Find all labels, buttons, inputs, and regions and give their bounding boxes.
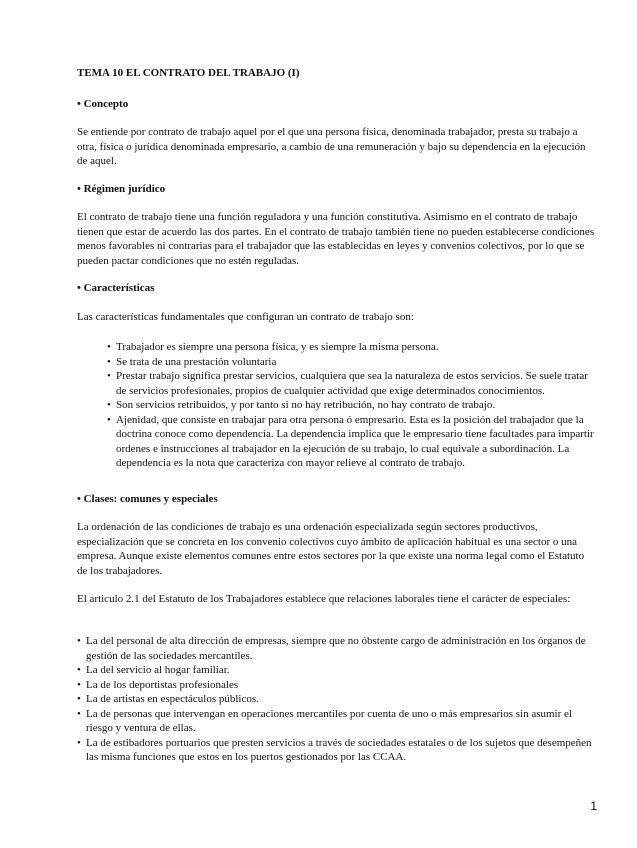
paragraph-caracteristicas-intro: Las características fundamentales que configuran un contrato de trabajo son:: [77, 311, 414, 323]
list-item: • La de los deportistas profesionales: [77, 678, 601, 693]
list-item: • La de artistas en espectáculos públicos.: [77, 692, 601, 707]
heading-regimen-juridico: • Régimen jurídico: [77, 183, 166, 195]
caracteristicas-list: [107, 340, 597, 471]
list-item: • La del servicio al hogar familiar.: [77, 663, 601, 678]
document-title: TEMA 10 EL CONTRATO DEL TRABAJO (I): [77, 67, 300, 79]
list-item: • Prestar trabajo significa prestar servicios, cualquiera que sea la naturaleza de estos servicios. Se suele tratar de servicios profesionales, propios de cualquier actividad que exige determinados conocimientos.: [107, 369, 597, 398]
heading-concepto: • Concepto: [77, 98, 129, 110]
paragraph-concepto: Se entiende por contrato de trabajo aquel por el que una persona física, denominada trabajador, presta su trabajo a otra, física o jurídica denominada empresario, a cambio de una remuneración y bajo su dependencia en la ejecución de aquel.: [77, 126, 586, 167]
paragraph-clases-2: El articulo 2.1 del Estatuto de los Trabajadores establece que relaciones laborales tiene el carácter de especiales:: [77, 593, 571, 605]
list-item: • Son servicios retribuidos, y por tanto si no hay retribución, no hay contrato de trabajo.: [107, 398, 597, 413]
paragraph-regimen-juridico: El contrato de trabajo tiene una función reguladora y una función constitutiva. Asimismo en el contrato de trabajo tienen que estar de acuerdo las dos partes. En el contrato de trabajo también tiene no pueden establecerse condiciones menos favorables ni contrarias para el trabajador que las establecidas en leyes y convenios colectivos, por lo que se pueden pactar condiciones que no estén reguladas.: [77, 211, 595, 267]
list-item: • Trabajador es siempre una persona física, y es siempre la misma persona.: [107, 340, 597, 355]
list-item: • La del personal de alta dirección de empresas, siempre que no óbstente cargo de administración en los órganos de gestión de las sociedades mercantiles.: [77, 634, 601, 663]
list-item: • La de personas que intervengan en operaciones mercantiles por cuenta de uno o más empresarios sin asumir el riesgo y ventura de ellas.: [77, 707, 601, 736]
paragraph-clases-1: La ordenación de las condiciones de trabajo es una ordenación especializada según sectores productivos, especialización que se concreta en los convenio colectivos cuyo ámbito de aplicación habitual es una sector o una empresa. Aunque existe elementos comunes entre estos sectores por la que existe una norma legal como el Estatuto de los trabajadores.: [77, 521, 585, 577]
list-item: • Ajenidad, que consiste en trabajar para otra persona ó empresario. Esta es la posición del trabajador que la doctrina conoce como dependencia. La dependencia implica que le empresario tiene facultades para impartir ordenes e instrucciones al trabajador en la ejecución de su trabajo, lo cual equivale a subordinación. La dependencia es la nota que caracteriza con mayor relieve al contrato de trabajo.: [107, 413, 597, 471]
list-item: • La de estibadores portuarios que presten servicios a través de sociedades estatales o de los sujetos que desempeñen las misma funciones que estos en los puertos gestionados por las CCAA.: [77, 736, 601, 765]
heading-caracteristicas: • Características: [77, 282, 155, 294]
relaciones-especiales-list: [77, 634, 601, 765]
list-item: • Se trata de una prestación voluntaria: [107, 355, 597, 370]
heading-clases: • Clases: comunes y especiales: [77, 493, 218, 505]
page-number: 1: [590, 799, 597, 813]
